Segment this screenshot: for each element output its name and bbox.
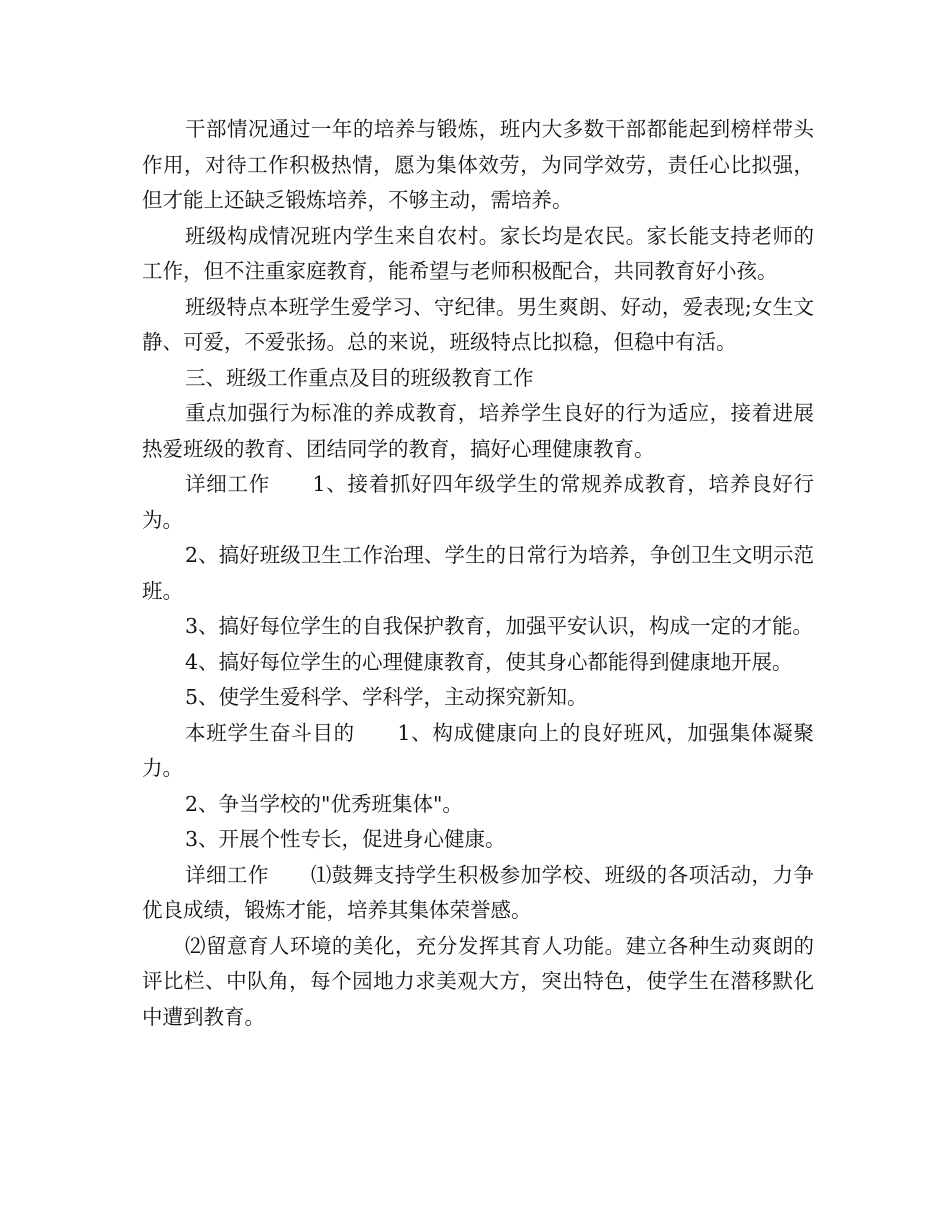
paragraph-class-composition: 班级构成情况班内学生来自农村。家长均是农民。家长能支持老师的工作，但不注重家庭教育，能希望与老师积极配合，共同教育好小孩。 (142, 223, 814, 283)
paragraph-detailed-work-1: 详细工作 1、接着抓好四年级学生的常规养成教育，培养良好行为。 (142, 472, 814, 532)
paragraph-class-features: 班级特点本班学生爱学习、守纪律。男生爽朗、好动，爱表现;女生文静、可爱，不爱张扬。总的来说，班级特点比拟稳，但稳中有活。 (142, 294, 814, 354)
paragraph-detailed-work-2: 2、搞好班级卫生工作治理、学生的日常行为培养，争创卫生文明示范班。 (142, 543, 814, 603)
paragraph-detailed-measure-1: 详细工作 ⑴鼓舞支持学生积极参加学校、班级的各项活动，力争优良成绩，锻炼才能，培养其集体荣誉感。 (142, 862, 814, 922)
section-heading-work-focus: 三、班级工作重点及目的班级教育工作 (185, 365, 534, 390)
document-body (142, 112, 814, 1035)
paragraph-focus: 重点加强行为标准的养成教育，培养学生良好的行为适应，接着进展热爱班级的教育、团结同学的教育，搞好心理健康教育。 (142, 401, 814, 461)
paragraph-detailed-work-4: 4、搞好每位学生的心理健康教育，使其身心都能得到健康地开展。 (185, 649, 793, 674)
paragraph-goal-2: 2、争当学校的"优秀班集体"。 (185, 791, 463, 816)
paragraph-detailed-measure-2: ⑵留意育人环境的美化，充分发挥其育人功能。建立各种生动爽朗的评比栏、中队角，每个园地力求美观大方，突出特色，使学生在潜移默化中遭到教育。 (142, 933, 814, 1029)
paragraph-detailed-work-3: 3、搞好每位学生的自我保护教育，加强平安认识，构成一定的才能。 (185, 614, 814, 638)
paragraph-cadre-situation: 干部情况通过一年的培养与锻炼，班内大多数干部都能起到榜样带头作用，对待工作积极热情，愿为集体效劳，为同学效劳，责任心比拟强，但才能上还缺乏锻炼培养，不够主动，需培养。 (142, 117, 814, 212)
paragraph-goal-1: 本班学生奋斗目的 1、构成健康向上的良好班风，加强集体凝聚力。 (142, 720, 814, 780)
paragraph-goal-3: 3、开展个性专长，促进身心健康。 (185, 827, 506, 851)
paragraph-detailed-work-5: 5、使学生爱科学、学科学，主动探究新知。 (185, 685, 588, 709)
